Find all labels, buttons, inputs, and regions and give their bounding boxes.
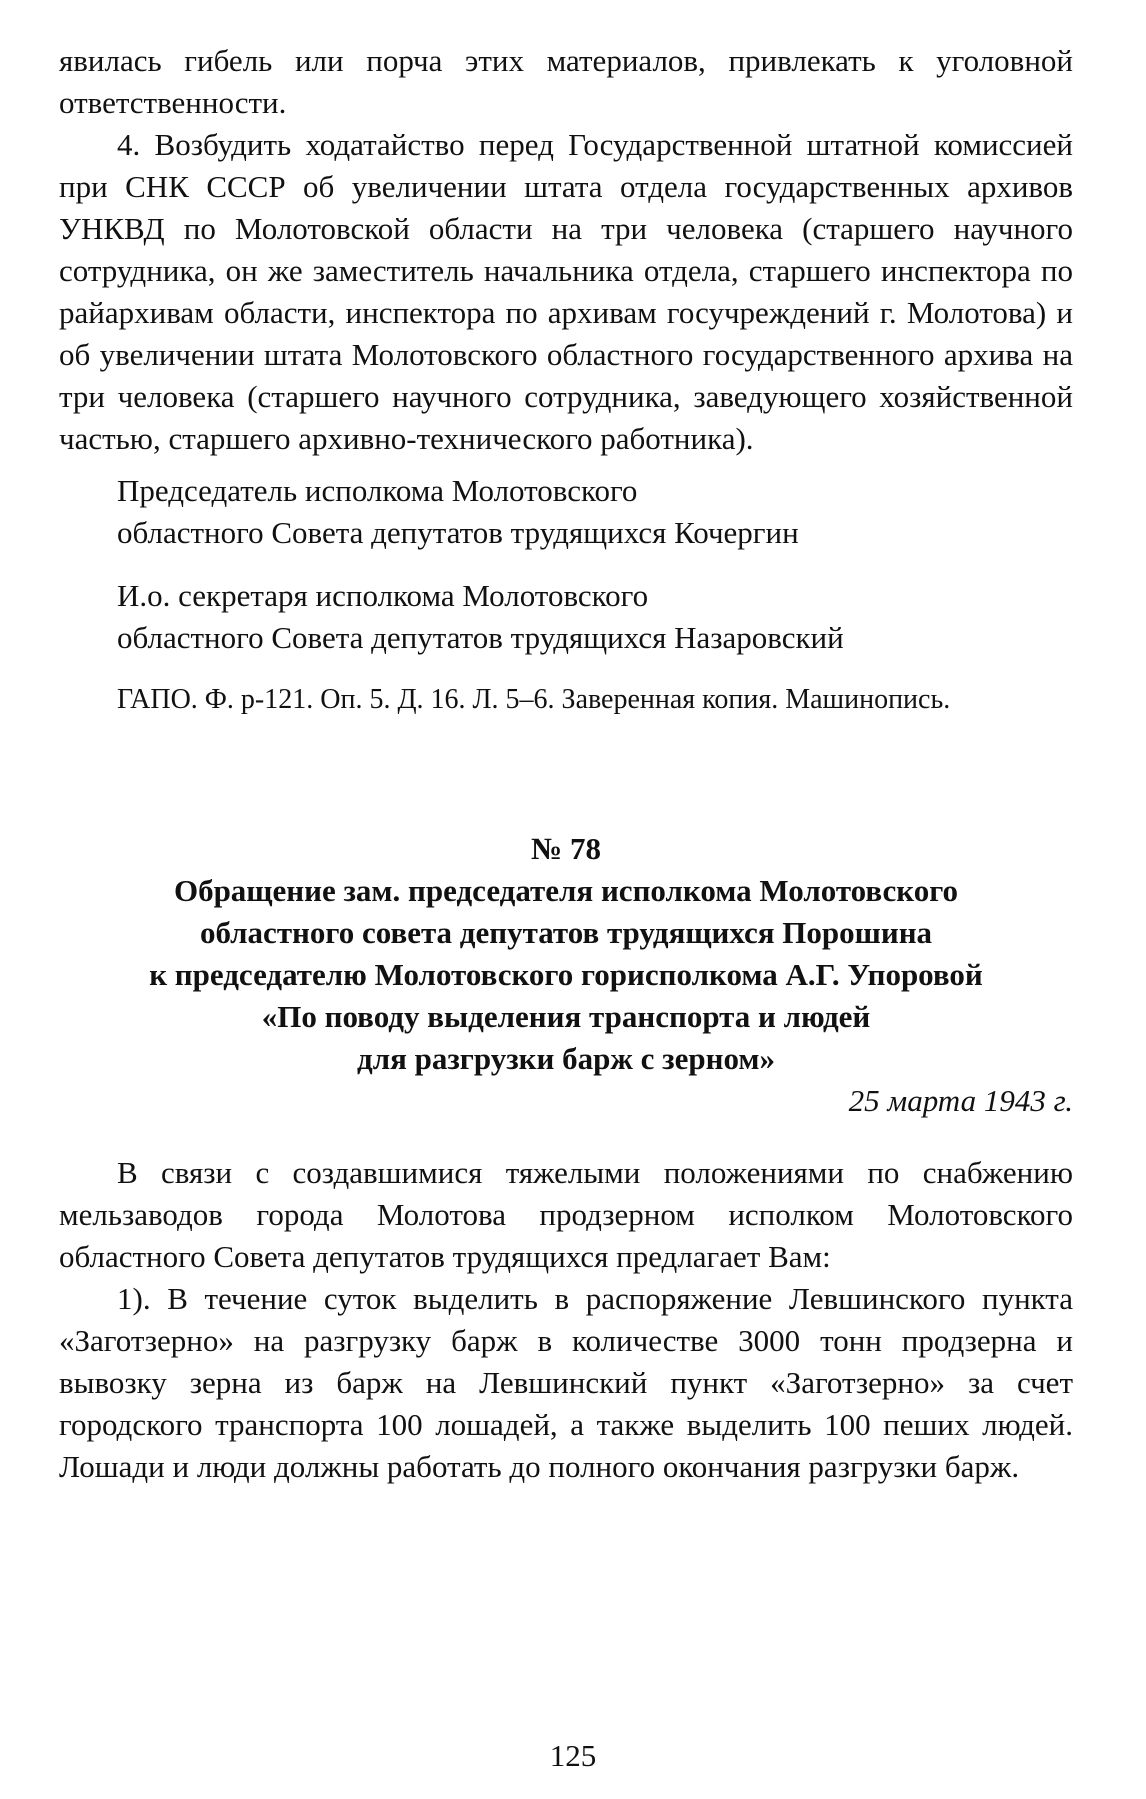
continuation-paragraph: явилась гибель или порча этих материалов, привлекать к уголовной ответственности. [59, 43, 1073, 120]
document-body [59, 1152, 1073, 1488]
signature-chairman-line2: областного Совета депутатов трудящихся Кочергин [117, 515, 799, 550]
signature-chairman-line1: Председатель исполкома Молотовского [117, 473, 638, 508]
signature-secretary-line1: И.о. секретаря исполкома Молотовского [117, 578, 649, 613]
item-4-paragraph: 4. Возбудить ходатайство перед Государственной штатной комиссией при СНК СССР об увеличении штата отдела государственных архивов УНКВД по Молотовской области на три человека (старшего научного сотрудника, он же заместитель начальника отдела, старшего инспектора по райархивам области, инспектора по архивам госучреждений г. Молотова) и об увеличении штата Молотовского областного государственного архива на три человека (старшего научного сотрудника, заведующего хозяйственной частью, старшего архивно-технического работника). [59, 127, 1073, 456]
document-title [59, 870, 1073, 1080]
intro-paragraph: В связи с создавшимися тяжелыми положениями по снабжению мельзаводов города Молотова продзерном исполком Молотовского областного Совета депутатов трудящихся предлагает Вам: [59, 1155, 1073, 1274]
signature-chairman [117, 470, 799, 554]
document-date: 25 марта 1943 г. [848, 1083, 1073, 1118]
document-title-line: «По поводу выделения транспорта и людей [261, 999, 871, 1034]
document-title-line: Обращение зам. председателя исполкома Молотовского [173, 873, 959, 908]
top-text-block [59, 40, 1073, 460]
page-number: 125 [549, 1738, 597, 1773]
document-title-line: для разгрузки барж с зерном» [357, 1041, 775, 1076]
signature-secretary [117, 575, 844, 659]
document-title-line: к председателю Молотовского горисполкома А.Г. Упоровой [149, 957, 983, 992]
document-title-line: областного совета депутатов трудящихся Порошина [199, 915, 933, 950]
point-1-paragraph: 1). В течение суток выделить в распоряжение Левшинского пункта «Заготзерно» на разгрузку барж в количестве 3000 тонн продзерна и вывозку зерна из барж на Левшинский пункт «Заготзерно» за счет городского транспорта 100 лошадей, а также выделить 100 пеших людей. Лошади и люди должны работать до полного окончания разгрузки барж. [59, 1281, 1073, 1484]
archive-source-note: ГАПО. Ф. р-121. Оп. 5. Д. 16. Л. 5–6. Заверенная копия. Машинопись. [117, 684, 951, 715]
signature-secretary-line2: областного Совета депутатов трудящихся Назаровский [117, 620, 844, 655]
document-number: № 78 [531, 831, 601, 866]
